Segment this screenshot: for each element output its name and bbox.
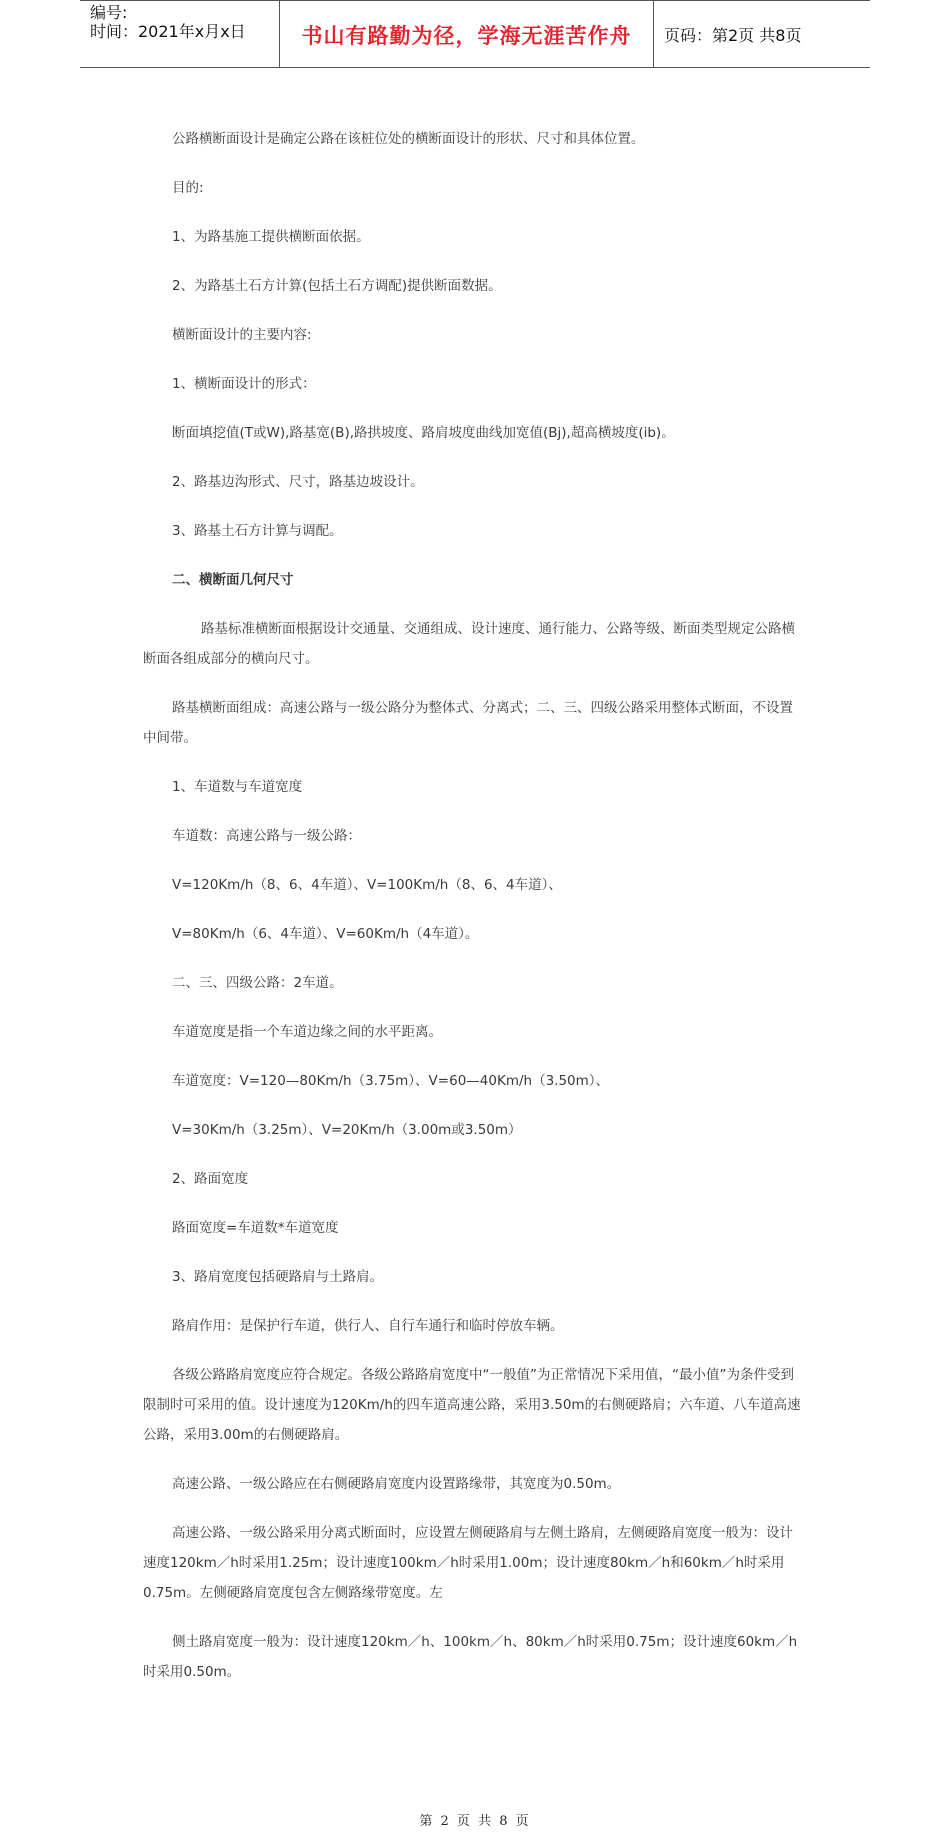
body-paragraph: 各级公路路肩宽度应符合规定。各级公路路肩宽度中“一般值”为正常情况下采用值，“最小值”为条件受到限制时可采用的值。设计速度为120Km/h的四车道高速公路，采用3.50m的右侧硬路肩；六车道、八车道高速公路，采用3.00m的右侧硬路肩。 xyxy=(143,1367,801,1443)
page-footer: 第 2 页 共 8 页 xyxy=(419,1814,531,1829)
body-paragraph: 断面填挖值(T或W),路基宽(B),路拱坡度、路肩坡度曲线加宽值(Bj),超高横坡度(ib)。 xyxy=(172,425,675,441)
body-paragraph: 路面宽度=车道数*车道宽度 xyxy=(172,1220,339,1236)
page-header xyxy=(80,0,870,68)
body-paragraph: V=120Km/h（8、6、4车道）、V=100Km/h（8、6、4车道）、 xyxy=(172,877,562,893)
body-paragraph: V=80Km/h（6、4车道）、V=60Km/h（4车道）。 xyxy=(172,926,479,942)
body-paragraph: 路肩作用：是保护行车道，供行人、自行车通行和临时停放车辆。 xyxy=(172,1318,564,1334)
document-number-label: 编号: xyxy=(90,3,128,22)
body-paragraph: 2、路面宽度 xyxy=(172,1171,249,1187)
body-paragraph: 车道数：高速公路与一级公路： xyxy=(172,828,361,844)
body-paragraph: 2、路基边沟形式、尺寸，路基边坡设计。 xyxy=(172,474,424,490)
body-paragraph: 车道宽度：V=120—80Km/h（3.75m）、V=60—40Km/h（3.50m）、 xyxy=(172,1073,610,1089)
body-paragraph: 高速公路、一级公路采用分离式断面时，应设置左侧硬路肩与左侧土路肩，左侧硬路肩宽度一般为：设计速度120km／h时采用1.25m；设计速度100km／h时采用1.00m；设计速度80km／h和60km／h时采用0.75m。左侧硬路肩宽度包含左侧路缘带宽度。左 xyxy=(143,1525,793,1601)
header-page-number: 页码：第2页 共8页 xyxy=(664,26,802,45)
body-paragraph: 2、为路基土石方计算(包括土石方调配)提供断面数据。 xyxy=(172,278,502,294)
document-body xyxy=(143,124,803,1706)
body-paragraph: 车道宽度是指一个车道边缘之间的水平距离。 xyxy=(172,1024,442,1040)
body-paragraph: 路基横断面组成：高速公路与一级公路分为整体式、分离式；二、三、四级公路采用整体式断面，不设置中间带。 xyxy=(143,700,793,746)
header-slogan: 书山有路勤为径，学海无涯苦作舟 xyxy=(280,1,654,67)
body-paragraph: 高速公路、一级公路应在右侧硬路肩宽度内设置路缘带，其宽度为0.50m。 xyxy=(172,1476,621,1492)
body-paragraph: 1、车道数与车道宽度 xyxy=(172,779,303,795)
body-paragraph: 1、横断面设计的形式： xyxy=(172,376,316,392)
header-meta-cell xyxy=(80,1,280,67)
body-paragraph: 公路横断面设计是确定公路在该桩位处的横断面设计的形状、尺寸和具体位置。 xyxy=(172,131,645,147)
body-paragraph: V=30Km/h（3.25m）、V=20Km/h（3.00m或3.50m） xyxy=(172,1122,522,1138)
body-paragraph: 二、三、四级公路：2车道。 xyxy=(172,975,343,991)
document-time-label: 时间：2021年x月x日 xyxy=(90,22,246,41)
body-paragraph: 路基标准横断面根据设计交通量、交通组成、设计速度、通行能力、公路等级、断面类型规定公路横断面各组成部分的横向尺寸。 xyxy=(143,621,795,667)
body-paragraph: 3、路基土石方计算与调配。 xyxy=(172,523,343,539)
body-paragraph: 3、路肩宽度包括硬路肩与土路肩。 xyxy=(172,1269,384,1285)
body-paragraph: 横断面设计的主要内容: xyxy=(172,327,312,343)
body-paragraph: 侧土路肩宽度一般为：设计速度120km／h、100km／h、80km／h时采用0.75m；设计速度60km／h时采用0.50m。 xyxy=(143,1634,798,1680)
body-paragraph: 1、为路基施工提供横断面依据。 xyxy=(172,229,370,245)
section-heading: 二、横断面几何尺寸 xyxy=(172,572,294,588)
body-paragraph: 目的: xyxy=(172,180,204,196)
